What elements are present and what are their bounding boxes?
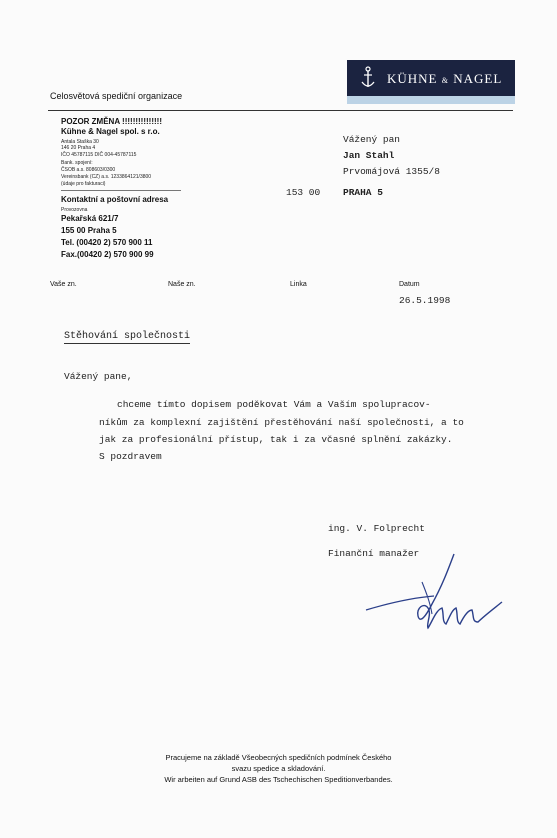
change-alert: POZOR ZMĚNA !!!!!!!!!!!!!!! <box>61 117 162 126</box>
letter-date: 26.5.1998 <box>399 295 451 306</box>
contact-tel: Tel. (00420 2) 570 900 11 <box>61 238 153 247</box>
company-tagline: Celosvětová spediční organizace <box>50 91 183 101</box>
contact-sub: Provozovna <box>61 207 88 213</box>
sender-divider <box>61 190 181 191</box>
signer-name: ing. V. Folprecht <box>328 523 425 534</box>
kuehne-nagel-logo <box>347 60 515 96</box>
recipient-salutation: Vážený pan <box>343 134 401 145</box>
contact-street: Pekařská 621/7 <box>61 214 119 223</box>
footer-line: svazu spedice a skladování. <box>231 764 326 773</box>
logo-stripe <box>347 96 515 104</box>
recipient-street: Prvomájová 1355/8 <box>343 166 440 177</box>
contact-heading: Kontaktní a poštovní adresa <box>61 195 169 204</box>
letter-line: níkům za komplexní zajištění přestěhování naší společnosti, a to <box>99 417 464 428</box>
anchor-icon <box>361 66 375 90</box>
logo-text-kuehne: KÜHNE <box>387 71 438 86</box>
logo-text-nagel: NAGEL <box>453 71 503 86</box>
recipient-name: Jan Stahl <box>343 150 395 161</box>
header-rule <box>48 110 513 111</box>
recipient-zip: 153 00 <box>286 187 321 198</box>
sender-detail: ČSOB a.s. 808603/0300 <box>61 167 116 173</box>
letter-line: jak za profesionální přístup, tak i za včasné splnění zakázky. <box>99 434 453 445</box>
recipient-city: PRAHA 5 <box>343 187 383 198</box>
handwritten-signature <box>362 552 512 634</box>
sender-company: Kühne & Nagel spol. s r.o. <box>61 127 160 136</box>
ref-datum-label: Datum <box>399 281 420 288</box>
letter-closing: S pozdravem <box>99 451 162 462</box>
signer-title: Finanční manažer <box>328 548 420 559</box>
sender-detail: (údaje pro fakturaci) <box>61 181 106 187</box>
sender-detail: Antala Staška 30 <box>61 139 99 145</box>
ref-nase-label: Naše zn. <box>168 281 196 288</box>
ref-vase-label: Vaše zn. <box>50 281 77 288</box>
contact-fax: Fax.(00420 2) 570 900 99 <box>61 250 154 259</box>
letter-line: chceme tímto dopisem poděkovat Vám a Vaším spolupracov- <box>117 399 431 410</box>
contact-city: 155 00 Praha 5 <box>61 226 117 235</box>
sender-detail: 146 20 Praha 4 <box>61 145 96 151</box>
sender-detail: Bank. spojení: <box>61 160 93 166</box>
sender-detail: Vereinsbank (CZ) a.s. 1233864121/3800 <box>61 174 152 180</box>
ref-linka-label: Linka <box>290 281 307 288</box>
footer-line: Wir arbeiten auf Grund ASB des Tschechischen Speditionverbandes. <box>164 775 393 784</box>
footer-line: Pracujeme na základě Všeobecných spedičních podmínek Českého <box>165 753 392 762</box>
sender-detail: IČO 45787115 DIČ 004-45787115 <box>61 152 137 158</box>
letter-subject: Stěhování společnosti <box>64 331 191 342</box>
logo-ampersand: & <box>441 76 449 85</box>
letter-greeting: Vážený pane, <box>64 371 133 382</box>
